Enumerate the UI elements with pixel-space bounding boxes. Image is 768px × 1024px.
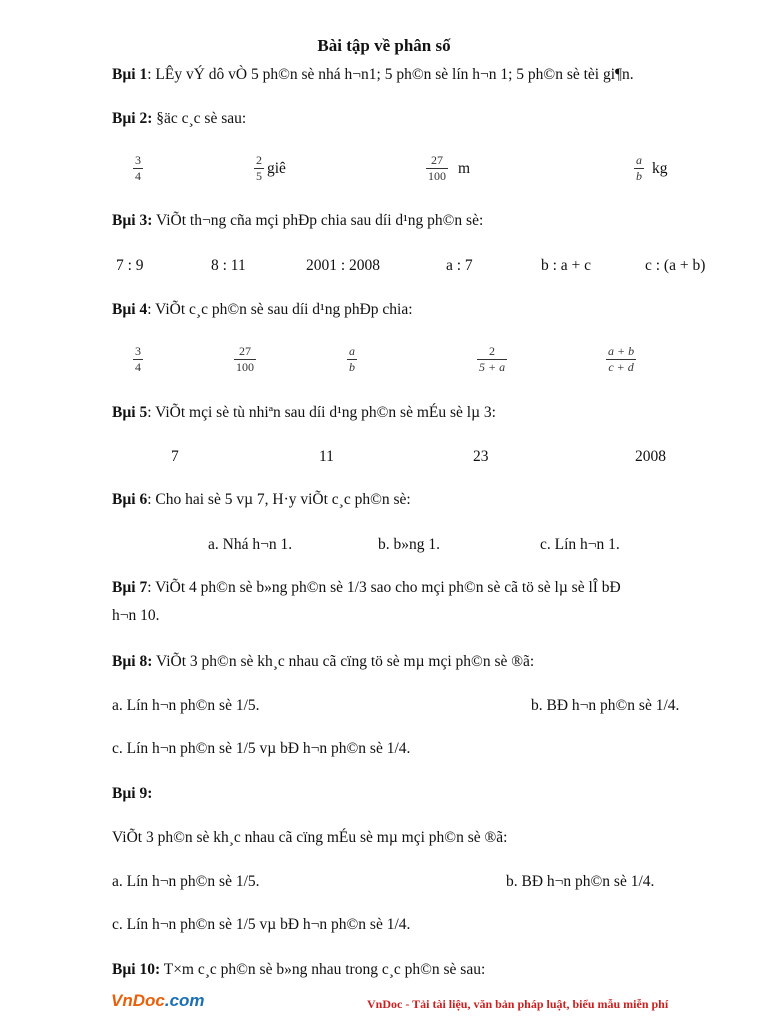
denominator: c + d xyxy=(608,360,634,374)
exercise-3 xyxy=(112,212,483,230)
denominator: 5 + a xyxy=(479,360,506,374)
option-item: b. BÐ h¬n ph©n sè 1/4. xyxy=(531,697,680,714)
exercise-label: Bµi 3: xyxy=(112,212,153,229)
fraction xyxy=(347,345,357,374)
exercise-label: Bµi 4 xyxy=(112,301,148,318)
denominator: 4 xyxy=(135,360,141,374)
fraction xyxy=(234,345,256,374)
denominator: b xyxy=(636,169,642,183)
number-item: 2008 xyxy=(635,448,666,465)
exercise-text: : ViÕt 4 ph©n sè b»ng ph©n sè 1/3 sao cho mçi ph©n sè cã tö sè lµ sè lÎ bÐ xyxy=(147,579,621,596)
exercise-label: Bµi 1 xyxy=(112,66,148,83)
numerator: 3 xyxy=(135,153,141,167)
exercise-label: Bµi 10: xyxy=(112,961,161,978)
numerator: a xyxy=(349,344,355,358)
exercise-label: Bµi 7 xyxy=(112,579,148,596)
numerator: 27 xyxy=(431,153,443,167)
footer-text: VnDoc - Tải tài liệu, văn bản pháp luật, biểu mẫu miễn phí xyxy=(367,997,669,1011)
denominator: b xyxy=(349,360,355,374)
division-item: 8 : 11 xyxy=(211,257,246,274)
fraction xyxy=(426,154,448,183)
unit-label: giê xyxy=(267,160,286,177)
exercise-text: : ViÕt mçi sè tù nhiªn sau díi d¹ng ph©n sè mÉu sè lµ 3: xyxy=(147,404,496,421)
number-item: 7 xyxy=(171,448,179,465)
exercise-9-text: ViÕt 3 ph©n sè kh¸c nhau cã cïng mÉu sè mµ mçi ph©n sè ®ã: xyxy=(112,829,508,846)
numerator: 2 xyxy=(489,344,496,358)
fraction xyxy=(477,345,507,374)
option-item: c. Lín h¬n 1. xyxy=(540,536,620,553)
page-title: Bài tập về phân số xyxy=(317,36,451,55)
exercise-8 xyxy=(112,653,534,671)
exercise-6 xyxy=(112,491,411,509)
option-item: b. b»ng 1. xyxy=(378,536,440,553)
vndoc-logo[interactable] xyxy=(111,991,205,1011)
exercise-text: : Cho hai sè 5 vµ 7, H·y viÕt c¸c ph©n sè: xyxy=(147,491,411,508)
option-item: c. Lín h¬n ph©n sè 1/5 vµ bÐ h¬n ph©n sè 1/4. xyxy=(112,916,411,933)
denominator: 4 xyxy=(135,169,141,183)
option-item: b. BÐ h¬n ph©n sè 1/4. xyxy=(506,873,655,890)
division-item: 7 : 9 xyxy=(116,257,144,274)
denominator: 100 xyxy=(428,169,446,183)
exercise-9-label: Bµi 9: xyxy=(112,785,153,802)
numerator: 3 xyxy=(135,344,141,358)
fraction xyxy=(133,345,143,374)
exercise-label: Bµi 2: xyxy=(112,110,153,127)
fraction xyxy=(606,345,636,374)
exercise-text: ViÕt 3 ph©n sè kh¸c nhau cã cïng tö sè mµ mçi ph©n sè ®ã: xyxy=(152,653,535,670)
division-item: b : a + c xyxy=(541,257,592,274)
exercise-label: Bµi 5 xyxy=(112,404,148,421)
exercise-2 xyxy=(112,110,246,128)
number-item: 23 xyxy=(473,448,489,465)
option-item: a. Lín h¬n ph©n sè 1/5. xyxy=(112,697,260,714)
unit-label: kg xyxy=(652,160,668,177)
fraction xyxy=(634,154,644,183)
option-item: a. Nhá h¬n 1. xyxy=(208,536,293,553)
option-item: a. Lín h¬n ph©n sè 1/5. xyxy=(112,873,260,890)
fraction xyxy=(133,154,143,183)
numerator: 27 xyxy=(239,344,251,358)
exercise-4 xyxy=(112,301,413,319)
exercise-text: : LÊy vÝ dô vÒ 5 ph©n sè nhá h¬n1; 5 ph©n sè lín h¬n 1; 5 ph©n sè tèi gi¶n. xyxy=(147,66,634,83)
exercise-5 xyxy=(112,404,496,422)
exercise-label: Bµi 6 xyxy=(112,491,148,508)
fraction xyxy=(254,154,264,183)
number-item: 11 xyxy=(319,448,334,465)
denominator: 100 xyxy=(236,360,254,374)
exercise-10 xyxy=(112,961,485,979)
division-item: a : 7 xyxy=(446,257,473,274)
division-item: 2001 : 2008 xyxy=(306,257,381,274)
numerator: 2 xyxy=(256,153,262,167)
exercise-text: : ViÕt c¸c ph©n sè sau díi d¹ng phÐp chia: xyxy=(147,301,413,318)
numerator: a + b xyxy=(608,344,635,358)
exercise-text: ViÕt th¬ng cña mçi phÐp chia sau díi d¹ng ph©n sè: xyxy=(152,212,484,229)
exercise-1 xyxy=(112,66,634,84)
unit-label: m xyxy=(458,160,471,177)
exercise-label: Bµi 8: xyxy=(112,653,153,670)
option-item: c. Lín h¬n ph©n sè 1/5 vµ bÐ h¬n ph©n sè 1/4. xyxy=(112,740,411,757)
exercise-7-continued: h¬n 10. xyxy=(112,607,160,624)
exercise-text: §äc c¸c sè sau: xyxy=(152,110,247,127)
denominator: 5 xyxy=(256,169,262,183)
numerator: a xyxy=(636,153,642,167)
exercise-7 xyxy=(112,579,621,597)
division-item: c : (a + b) xyxy=(645,257,706,274)
logo-domain: .com xyxy=(164,991,205,1010)
exercise-text: T×m c¸c ph©n sè b»ng nhau trong c¸c ph©n sè sau: xyxy=(160,961,486,978)
logo-text: VnDoc xyxy=(111,991,165,1010)
